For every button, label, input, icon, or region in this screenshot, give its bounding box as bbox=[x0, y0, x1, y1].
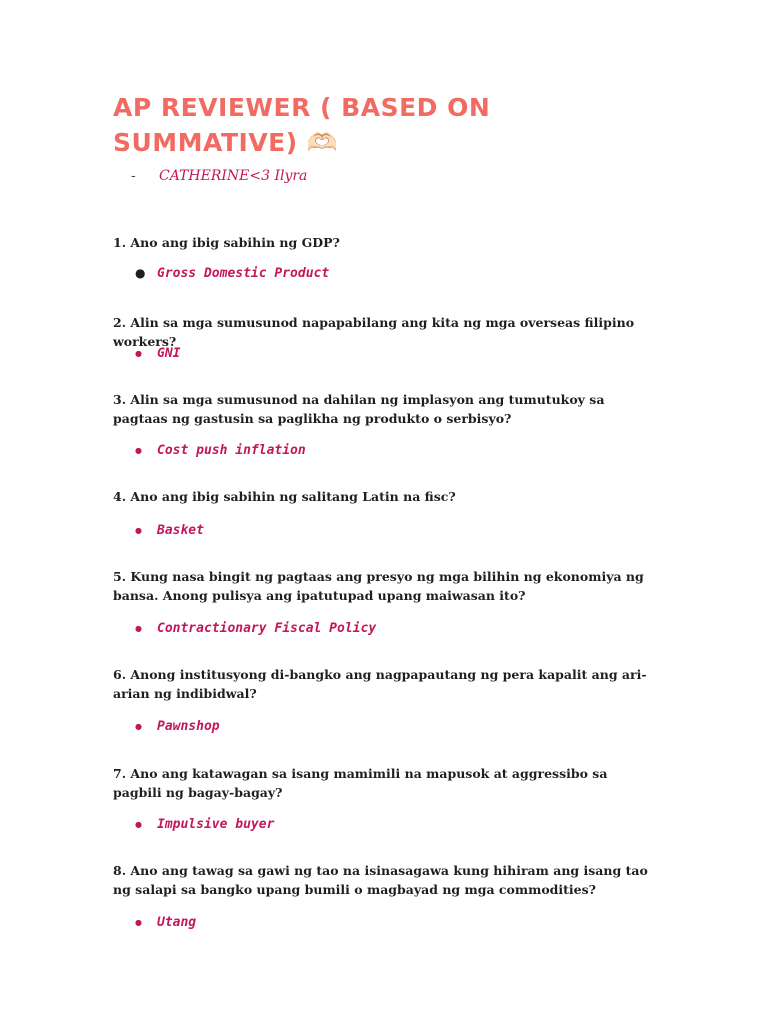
answer-text: Basket bbox=[157, 522, 204, 538]
bullet-icon: ● bbox=[135, 623, 142, 633]
bullet-icon: ● bbox=[135, 819, 142, 829]
question-text: 1. Ano ang ibig sabihin ng GDP? bbox=[113, 235, 340, 250]
answer-item bbox=[135, 618, 376, 638]
question-text: 8. Ano ang tawag sa gawi ng tao na isinasagawa kung hihiram ang isang tao ng salapi sa bangko upang bumili o magbayad ng mga commodities? bbox=[113, 863, 648, 897]
bullet-icon: ● bbox=[135, 445, 142, 455]
answer-text: Gross Domestic Product bbox=[157, 265, 330, 281]
answer-item bbox=[135, 263, 329, 283]
question-text: 5. Kung nasa bingit ng pagtaas ang presyo ng mga bilihin ng ekonomiya ng bansa. Anong pulisya ang ipatutupad upang maiwasan ito? bbox=[113, 569, 644, 603]
question-text: 2. Alin sa mga sumusunod napapabilang ang kita ng mga overseas filipino workers? bbox=[113, 315, 635, 349]
byline bbox=[131, 168, 307, 184]
question-text: 6. Anong institusyong di-bangko ang nagpapautang ng pera kapalit ang ari-arian ng indibidwal? bbox=[113, 667, 647, 701]
answer-item bbox=[135, 440, 306, 460]
document-title: AP REVIEWER ( BASED ON SUMMATIVE) 🫶🏻 bbox=[113, 93, 491, 157]
answer-item bbox=[135, 814, 274, 834]
answer-item bbox=[135, 716, 220, 736]
author-name: CATHERINE<3 Ilyra bbox=[159, 168, 308, 184]
bullet-icon: ● bbox=[135, 721, 142, 731]
answer-text: Impulsive buyer bbox=[157, 816, 275, 832]
question-text: 7. Ano ang katawagan sa isang mamimili na mapusok at aggressibo sa pagbili ng bagay-bagay? bbox=[113, 766, 608, 800]
bullet-icon: ● bbox=[135, 525, 142, 535]
answer-text: Utang bbox=[157, 914, 197, 930]
bullet-icon: ● bbox=[135, 348, 142, 358]
answer-item bbox=[135, 343, 180, 363]
question-text: 3. Alin sa mga sumusunod na dahilan ng implasyon ang tumutukoy sa pagtaas ng gastusin sa paglikha ng produkto o serbisyo? bbox=[113, 392, 605, 426]
answer-item bbox=[135, 912, 196, 932]
bullet-icon: ● bbox=[135, 266, 146, 280]
answer-text: Pawnshop bbox=[157, 718, 220, 734]
answer-text: Cost push inflation bbox=[157, 442, 306, 458]
answer-text: Contractionary Fiscal Policy bbox=[157, 620, 377, 636]
question-text: 4. Ano ang ibig sabihin ng salitang Latin na fisc? bbox=[113, 489, 456, 504]
answer-item bbox=[135, 520, 204, 540]
answer-text: GNI bbox=[157, 345, 181, 361]
bullet-icon: ● bbox=[135, 917, 142, 927]
byline-dash: - bbox=[131, 168, 136, 184]
